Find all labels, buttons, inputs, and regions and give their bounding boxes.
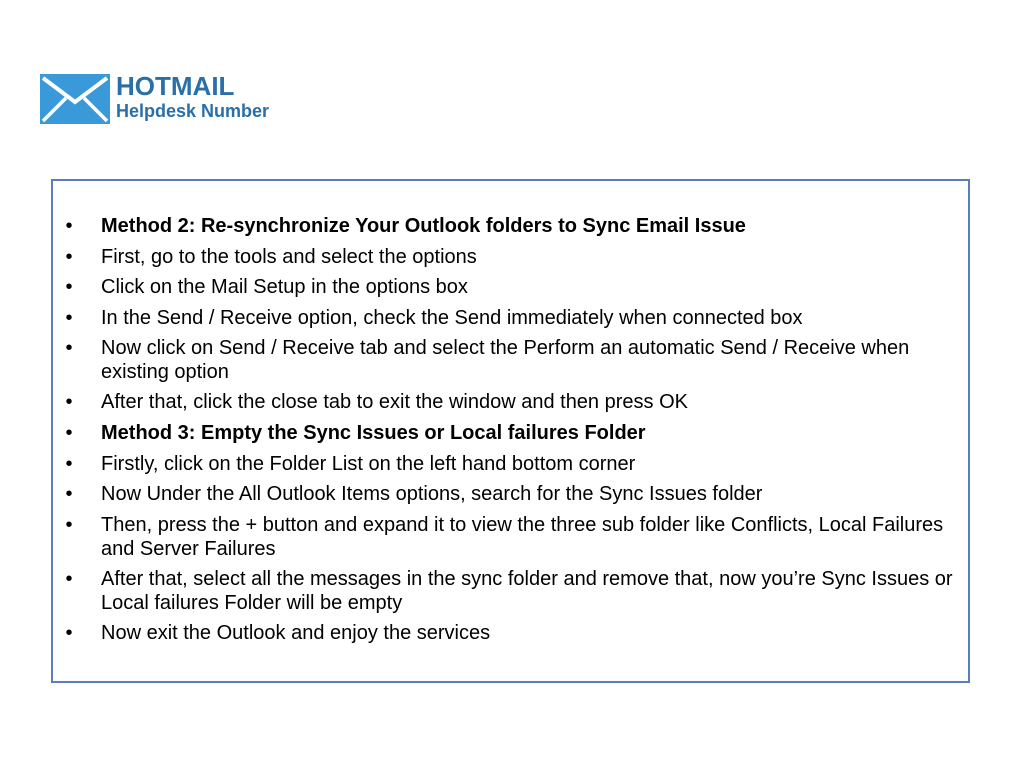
list-item-text: Method 3: Empty the Sync Issues or Local failures Folder (101, 421, 646, 444)
bullet-dot: • (65, 306, 73, 329)
bullet-dot: • (65, 245, 73, 268)
bullet-dot: • (65, 391, 73, 414)
list-item (53, 513, 953, 561)
list-item (53, 421, 953, 445)
list-item (53, 336, 953, 384)
list-item-text: Firstly, click on the Folder List on the left hand bottom corner (101, 452, 636, 475)
list-item-text: Method 2: Re-synchronize Your Outlook folders to Sync Email Issue (101, 215, 746, 237)
logo-text (116, 72, 269, 122)
list-item-text: After that, click the close tab to exit the window and then press OK (101, 391, 688, 414)
list-item (53, 482, 953, 506)
list-item (53, 621, 953, 645)
logo-subtitle: Helpdesk Number (116, 101, 270, 121)
envelope-icon (40, 74, 110, 124)
list-item (53, 306, 953, 330)
list-item (53, 452, 953, 476)
logo-title: HOTMAIL (116, 71, 235, 101)
list-item (53, 567, 953, 615)
content-box (51, 179, 970, 683)
list-item-text: First, go to the tools and select the options (101, 245, 477, 268)
bullet-dot: • (65, 337, 73, 360)
list-item-text: Now Under the All Outlook Items options, search for the Sync Issues folder (101, 483, 763, 506)
bullet-dot: • (65, 483, 73, 506)
list-item (53, 275, 953, 299)
list-item-text: Now exit the Outlook and enjoy the services (101, 621, 491, 644)
bullet-dot: • (65, 215, 73, 237)
list-item (53, 214, 953, 238)
bullet-dot: • (65, 276, 73, 299)
list-item (53, 245, 953, 269)
list-item-text: Now click on Send / Receive tab and select the Perform an automatic Send / Receive when existing option (101, 337, 910, 384)
hotmail-logo (40, 72, 310, 126)
list-item (53, 390, 953, 414)
bullet-dot: • (65, 567, 73, 590)
list-item-text: Then, press the + button and expand it to view the three sub folder like Conflicts, Local Failures and Server Failures (101, 513, 944, 560)
bullet-dot: • (65, 421, 73, 444)
bullet-dot: • (65, 513, 73, 536)
list-item-text: In the Send / Receive option, check the Send immediately when connected box (101, 306, 803, 329)
list-item-text: Click on the Mail Setup in the options box (101, 276, 468, 299)
list-item-text: After that, select all the messages in the sync folder and remove that, now you’re Sync Issues or Local failures Folder will be empty (101, 567, 953, 614)
bullet-list (53, 214, 953, 651)
bullet-dot: • (65, 621, 73, 644)
bullet-dot: • (65, 452, 73, 475)
